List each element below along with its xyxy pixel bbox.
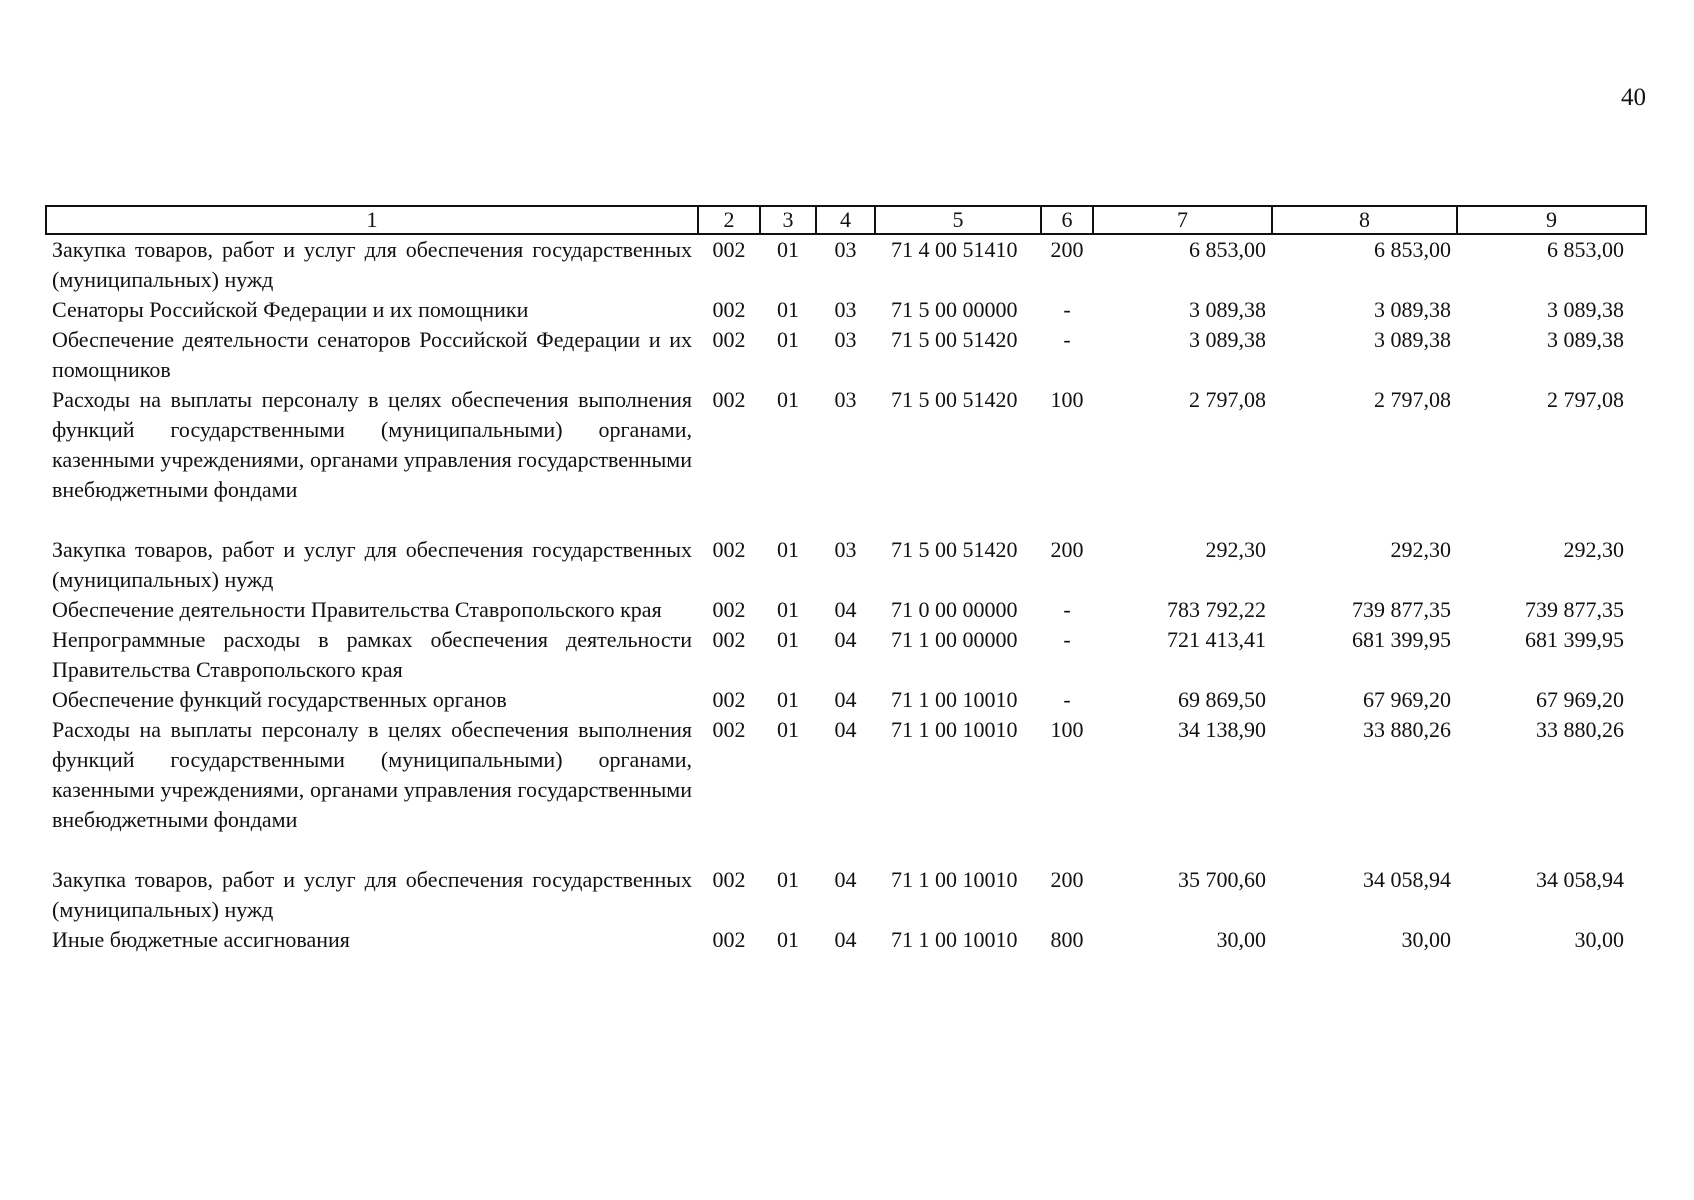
row-amount-col7: 6 853,00: [1189, 237, 1266, 262]
row-section-code: 01: [777, 327, 799, 352]
row-section-code: 01: [777, 597, 799, 622]
row-amount-col9: 681 399,95: [1525, 627, 1624, 652]
row-subsection-code: 04: [834, 627, 857, 652]
row-ministry-code: 002: [712, 627, 746, 652]
row-subsection-code: 03: [834, 537, 857, 562]
row-amount-col9: 67 969,20: [1536, 687, 1624, 712]
row-expense-type: -: [1063, 627, 1071, 652]
row-section-code: 01: [777, 927, 799, 952]
page-number: 40: [1621, 84, 1646, 111]
row-ministry-code: 002: [712, 687, 746, 712]
row-name: Расходы на выплаты персоналу в целях обеспечения выполнения функций государственными (муниципальными) органами, казенными учреждениями, органами управления государственными внебюджетными фондами: [52, 387, 692, 502]
row-name: Закупка товаров, работ и услуг для обеспечения государственных (муниципальных) нужд: [52, 867, 692, 922]
row-target-code: 71 1 00 10010: [891, 687, 1018, 712]
header-row: [46, 206, 1646, 234]
row-subsection-code: 03: [834, 387, 857, 412]
row-amount-col9: 3 089,38: [1547, 327, 1624, 352]
row-amount-col7: 292,30: [1205, 537, 1266, 562]
row-name: Закупка товаров, работ и услуг для обеспечения государственных (муниципальных) нужд: [52, 537, 692, 592]
header-col-8: 8: [1272, 206, 1457, 234]
row-amount-col7: 34 138,90: [1178, 717, 1266, 742]
budget-table: [45, 205, 1647, 955]
row-target-code: 71 5 00 51420: [891, 327, 1018, 352]
row-section-code: 01: [777, 297, 799, 322]
row-section-code: 01: [777, 867, 799, 892]
table-row: [46, 234, 1646, 295]
table-row: [46, 535, 1646, 595]
header-col-7: 7: [1093, 206, 1272, 234]
row-amount-col8: 33 880,26: [1363, 717, 1451, 742]
row-amount-col7: 783 792,22: [1167, 597, 1266, 622]
row-target-code: 71 1 00 00000: [891, 627, 1018, 652]
header-col-1: 1: [46, 206, 698, 234]
row-expense-type: 100: [1050, 387, 1084, 412]
table-row: [46, 625, 1646, 685]
row-expense-type: 200: [1050, 537, 1084, 562]
row-name: Расходы на выплаты персоналу в целях обеспечения выполнения функций государственными (муниципальными) органами, казенными учреждениями, органами управления государственными внебюджетными фондами: [52, 717, 692, 832]
table-row: [46, 715, 1646, 865]
row-ministry-code: 002: [712, 537, 746, 562]
row-name: Закупка товаров, работ и услуг для обеспечения государственных (муниципальных) нужд: [52, 237, 692, 292]
row-target-code: 71 5 00 00000: [891, 297, 1018, 322]
row-amount-col7: 721 413,41: [1167, 627, 1266, 652]
row-amount-col9: 30,00: [1574, 927, 1624, 952]
row-amount-col7: 3 089,38: [1189, 327, 1266, 352]
row-target-code: 71 5 00 51420: [891, 387, 1018, 412]
row-name: Обеспечение деятельности Правительства Ставропольского края: [52, 597, 662, 622]
row-section-code: 01: [777, 627, 799, 652]
row-expense-type: -: [1063, 687, 1071, 712]
row-target-code: 71 4 00 51410: [891, 237, 1018, 262]
row-amount-col9: 739 877,35: [1525, 597, 1624, 622]
row-expense-type: 200: [1050, 867, 1084, 892]
row-target-code: 71 0 00 00000: [891, 597, 1018, 622]
row-amount-col7: 69 869,50: [1178, 687, 1266, 712]
row-ministry-code: 002: [712, 297, 746, 322]
row-target-code: 71 1 00 10010: [891, 927, 1018, 952]
table-row: [46, 865, 1646, 925]
header-col-5: 5: [875, 206, 1041, 234]
row-amount-col9: 33 880,26: [1536, 717, 1624, 742]
row-ministry-code: 002: [712, 237, 746, 262]
table-row: [46, 595, 1646, 625]
row-section-code: 01: [777, 537, 799, 562]
row-amount-col8: 681 399,95: [1352, 627, 1451, 652]
row-ministry-code: 002: [712, 927, 746, 952]
row-expense-type: -: [1063, 327, 1071, 352]
row-name: Обеспечение деятельности сенаторов Российской Федерации и их помощников: [52, 327, 692, 382]
table-row: [46, 295, 1646, 325]
table-body: [46, 234, 1646, 955]
table-row: [46, 925, 1646, 955]
row-amount-col7: 35 700,60: [1178, 867, 1266, 892]
row-amount-col8: 292,30: [1390, 537, 1451, 562]
row-subsection-code: 04: [834, 927, 857, 952]
row-amount-col8: 34 058,94: [1363, 867, 1451, 892]
row-section-code: 01: [777, 237, 799, 262]
row-amount-col8: 739 877,35: [1352, 597, 1451, 622]
row-amount-col9: 292,30: [1563, 537, 1624, 562]
row-amount-col9: 6 853,00: [1547, 237, 1624, 262]
row-target-code: 71 1 00 10010: [891, 717, 1018, 742]
row-expense-type: 800: [1050, 927, 1084, 952]
row-expense-type: -: [1063, 297, 1071, 322]
row-subsection-code: 04: [834, 687, 857, 712]
row-amount-col9: 3 089,38: [1547, 297, 1624, 322]
row-expense-type: 200: [1050, 237, 1084, 262]
row-amount-col9: 34 058,94: [1536, 867, 1624, 892]
header-col-2: 2: [698, 206, 760, 234]
row-ministry-code: 002: [712, 597, 746, 622]
row-ministry-code: 002: [712, 387, 746, 412]
row-section-code: 01: [777, 687, 799, 712]
row-amount-col7: 3 089,38: [1189, 297, 1266, 322]
row-section-code: 01: [777, 387, 799, 412]
row-name: Обеспечение функций государственных органов: [52, 687, 507, 712]
header-col-4: 4: [816, 206, 875, 234]
row-ministry-code: 002: [712, 867, 746, 892]
row-target-code: 71 1 00 10010: [891, 867, 1018, 892]
row-subsection-code: 04: [834, 717, 857, 742]
row-expense-type: -: [1063, 597, 1071, 622]
table-header: [46, 206, 1646, 234]
table-row: [46, 385, 1646, 535]
row-amount-col7: 30,00: [1216, 927, 1266, 952]
row-amount-col8: 3 089,38: [1374, 327, 1451, 352]
row-ministry-code: 002: [712, 717, 746, 742]
row-amount-col9: 2 797,08: [1547, 387, 1624, 412]
row-subsection-code: 04: [834, 597, 857, 622]
row-amount-col7: 2 797,08: [1189, 387, 1266, 412]
row-amount-col8: 2 797,08: [1374, 387, 1451, 412]
row-subsection-code: 03: [834, 237, 857, 262]
header-col-3: 3: [760, 206, 816, 234]
row-ministry-code: 002: [712, 327, 746, 352]
row-amount-col8: 67 969,20: [1363, 687, 1451, 712]
row-amount-col8: 30,00: [1401, 927, 1451, 952]
row-name: Сенаторы Российской Федерации и их помощники: [52, 297, 529, 322]
header-col-9: 9: [1457, 206, 1646, 234]
row-amount-col8: 3 089,38: [1374, 297, 1451, 322]
row-name: Непрограммные расходы в рамках обеспечения деятельности Правительства Ставропольского края: [52, 627, 692, 682]
row-target-code: 71 5 00 51420: [891, 537, 1018, 562]
row-subsection-code: 03: [834, 327, 857, 352]
row-expense-type: 100: [1050, 717, 1084, 742]
table-row: [46, 685, 1646, 715]
row-name: Иные бюджетные ассигнования: [52, 927, 350, 952]
row-subsection-code: 04: [834, 867, 857, 892]
header-col-6: 6: [1041, 206, 1093, 234]
row-subsection-code: 03: [834, 297, 857, 322]
table-row: [46, 325, 1646, 385]
row-amount-col8: 6 853,00: [1374, 237, 1451, 262]
row-section-code: 01: [777, 717, 799, 742]
